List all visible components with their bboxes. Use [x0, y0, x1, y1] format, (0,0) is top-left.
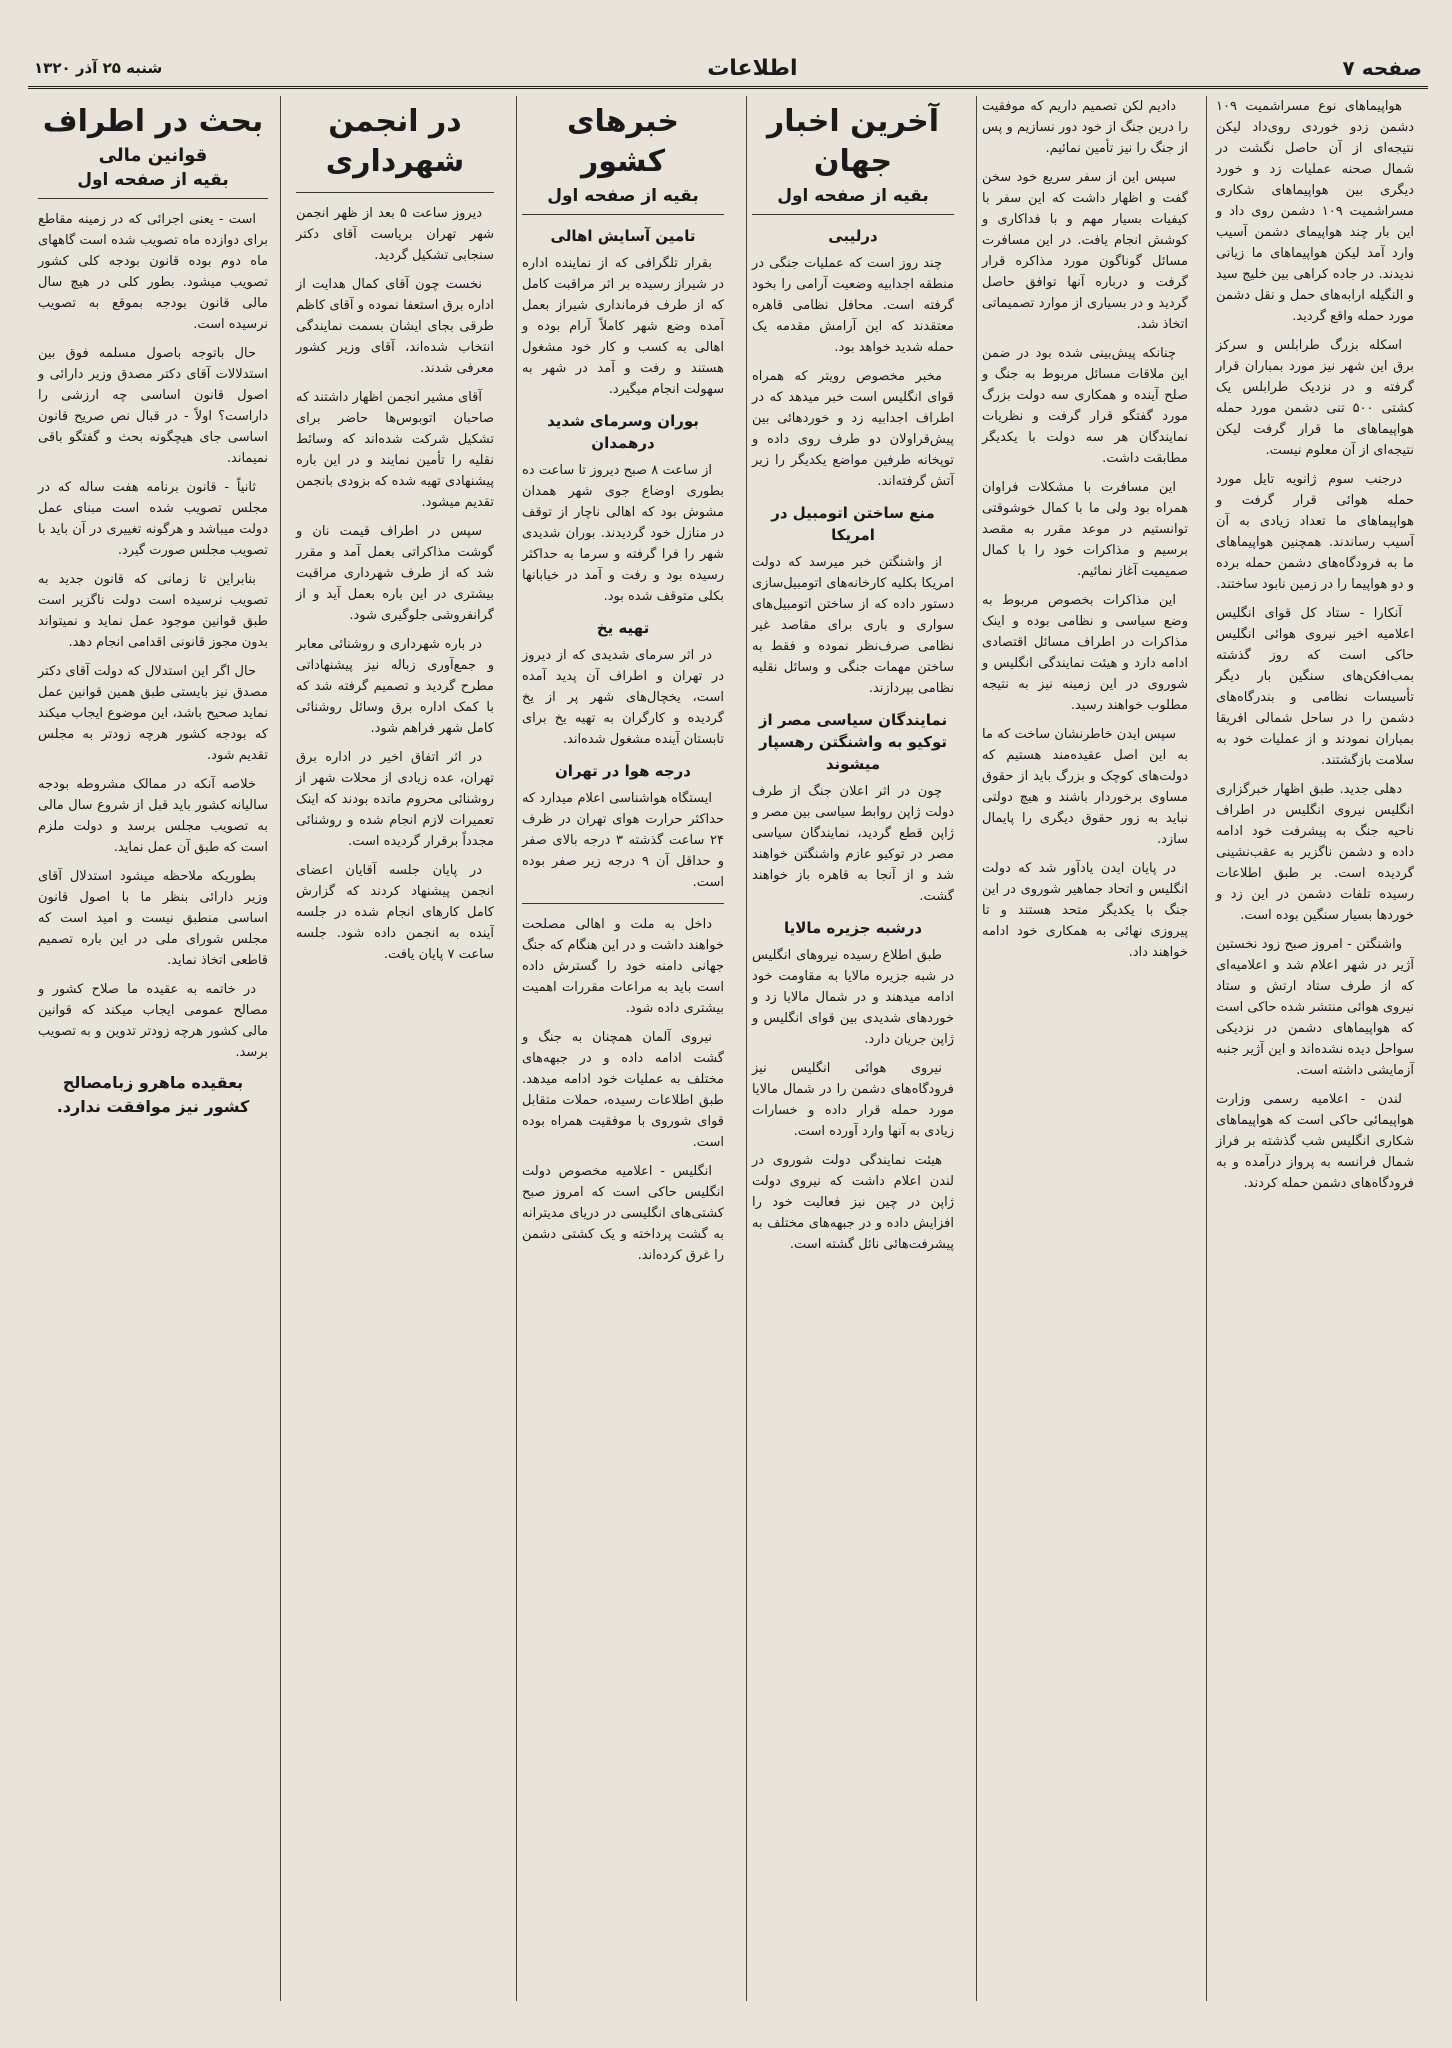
divider [296, 192, 494, 193]
paragraph: درجنب سوم ژانویه تایل مورد حمله هوائی قرار گرفت و هواپیماهای ما تعداد زیادی به آن آسیب رساندند. همچنین هواپیماهای ما به فرودگاه‌های دشمن حمله برده و دو هواپیما را در زمین نابود ساختند. [1216, 472, 1414, 592]
paragraph: این مذاکرات بخصوص مربوط به وضع سیاسی و نظامی بوده و اینک مذاکرات در اطراف مسائل اقتصادی ادامه دارد و هیئت نمایندگی انگلیس و شوروی در این زمینه نیز به نتیجه مطلوب خواهند رسید. [982, 593, 1188, 713]
paragraph: سپس ایدن خاطرنشان ساخت که ما به این اصل عقیده‌مند هستیم که دولت‌های کوچک و بزرگ باید از حقوق مساوی برخوردار باشند و هیچ دولتی نباید به زور حقوق دیگری را پایمال سازد. [982, 727, 1188, 847]
page-number: صفحه ۷ [1342, 56, 1422, 80]
paragraph: در اثر اتفاق اخیر در اداره برق تهران، عده زیادی از محلات شهر از روشنائی محروم مانده بودند که اینک تعمیرات لازم انجام شده و روشنائی مجدداً برقرار گردیده است. [296, 750, 494, 849]
subheading: درلیبی [828, 227, 878, 245]
paragraph: در خاتمه به عقیده ما صلاح کشور و مصالح عمومی ایجاب میکند که قوانین مالی کشور هرچه زودتر تدوین و به تصویب برسد. [38, 982, 268, 1060]
column-1 [1206, 96, 1424, 2001]
column-rule [280, 96, 281, 2001]
paragraph: سپس این از سفر سریع خود سخن گفت و اظهار داشت که این سفر با کیفیات بسیار مهم و با فداکاری و کوشش انجام یافت. در این مسافرت مسائل گوناگون مورد مذاکره قرار گرفت و درباره آنها توافق حاصل گردید و در بسیاری از موارد تصمیماتی اتخاذ شد. [982, 170, 1188, 332]
page-header [28, 50, 1428, 89]
paragraph: در باره شهرداری و روشنائی معابر و جمع‌آوری زباله نیز پیشنهاداتی مطرح گردید و تصمیم گرفته شد که با کمک اداره برق وسائل روشنائی کامل شهر فراهم شود. [296, 637, 494, 736]
paragraph: در پایان جلسه آقایان اعضای انجمن پیشنهاد کردند که گزارش کامل کارهای انجام شده در جلسه آینده به انجمن داده شود. جلسه ساعت ۷ پایان یافت. [296, 863, 494, 962]
paragraph: چند روز است که عملیات جنگی در منطقه اجدابیه وضعیت آرامی را بخود گرفته است. محافل نظامی قاهره معتقدند که این آرامش مقدمه یک حمله شدید خواهد بود. [752, 256, 954, 355]
paragraph: آنکارا - ستاد کل قوای انگلیس اعلامیه اخیر نیروی هوائی انگلیس حاکی است که روز گذشته بمب‌افکن‌های سنگین بار دیگر تأسیسات نظامی و بندرگاه‌های دشمن را در ساحل شمالی افریقا بمباران نمودند و از عملیات خود به سلامت بازگشتند. [1216, 606, 1414, 768]
continued-note: بقیه از صفحه اول [752, 184, 954, 215]
paragraph: نیروی هوائی انگلیس نیز فرودگاه‌های دشمن را در شمال مالایا مورد حمله قرار داده و خسارات زیادی به آنها وارد آورده است. [752, 1061, 954, 1139]
subheading: تامین آسایش اهالی [550, 227, 696, 245]
subheading: بوران وسرمای شدید درهمدان [547, 412, 699, 452]
paragraph: مخبر مخصوص رویتر که همراه قوای انگلیس است خبر میدهد که در اطراف اجدابیه زد و خوردهائی بین پیش‌قراولان دو طرف روی داده و توپخانه طرفین مواضع یکدیگر را زیر آتش گرفته‌اند. [752, 369, 954, 489]
paragraph: حال اگر این استدلال که دولت آقای دکتر مصدق نیز بایستی طبق همین قوانین عمل نماید صحیح باشد، این موضوع ایجاب میکند که بودجه کشور هرچه زودتر به مجلس تقدیم شود. [38, 664, 268, 763]
paragraph: این مسافرت با مشکلات فراوان همراه بود ولی ما با کمال خوشوقتی توانستیم در موعد مقرر به مقصد برسیم و مذاکرات خود را با کمال صمیمیت آغاز نمائیم. [982, 480, 1188, 579]
paragraph: هیئت نمایندگی دولت شوروی در لندن اعلام داشت که نیروی دولت ژاپن در چین نیز فعالیت خود را افزایش داده و در جبهه‌های مختلف به پیشرفت‌هائی نائل گشته است. [752, 1153, 954, 1252]
column-6-financial-laws [28, 96, 278, 2001]
paragraph: طبق اطلاع رسیده نیروهای انگلیس در شبه جزیره مالایا به مقاومت خود ادامه میدهند و در شمال مالایا زد و خوردهای شدیدی بین قوای انگلیس و ژاپن جریان دارد. [752, 948, 954, 1047]
column-3-world-news [742, 96, 964, 2001]
section-headline: در انجمن شهرداری [325, 104, 465, 179]
column-5-municipal-council [286, 96, 504, 2001]
closing-line: بعقیده ماهرو زبامصالح کشور نیز موافقت ندارد. [56, 1073, 250, 1116]
paragraph: آقای مشیر انجمن اظهار داشتند که صاحبان اتوبوس‌ها حاضر برای تشکیل شرکت شده‌اند که وسائط نقلیه را تأمین نمایند و در این باره پیشنهادی تهیه شده که بزودی بانجمن تقدیم میشود. [296, 390, 494, 510]
subheading: درجه هوا در تهران [555, 762, 691, 780]
issue-date: شنبه ۲۵ آذر ۱۳۲۰ [34, 59, 163, 77]
paragraph: از ساعت ۸ صبح دیروز تا ساعت ده بطوری اوضاع جوی شهر همدان مشوش بود که اهالی ناچار از توقف در منازل خود گردیدند. بوران شدیدی شهر را فرا گرفته و سرما به حداکثر رسیده بود و رفت و آمد در خیابانها بکلی متوقف شده بود. [522, 463, 724, 604]
paragraph: چنانکه پیش‌بینی شده بود در ضمن این ملاقات مسائل مربوط به جنگ و صلح آینده و همکاری سه دولت بزرگ مورد گفتگو قرار گرفت و نظریات نمایندگان هر سه دولت با یکدیگر مطابقت داشت. [982, 346, 1188, 466]
paragraph: هواپیماهای نوع مسراشمیت ۱۰۹ دشمن زدو خوردی روی‌داد لیکن نتیجه‌ای از آن حاصل نگشت در شمال صحنه عملیات زد و خورد دیگری بین هواپیماهای شکاری مسراشمیت ۱۰۹ دشمن روی داد و این بار چند هواپیمای دشمن آسیب وارد آمد لیکن هواپیماهای ما زیانی ندیدند. در جاده کراهی بین خلیج سید و النگیله ارابه‌های حمل و نقل دشمن مورد حمله واقع گردید. [1216, 99, 1414, 324]
paragraph: بنابراین تا زمانی که قانون جدید به تصویب نرسیده است دولت ناگزیر است طبق قوانین موجود عمل نماید و نمیتواند بدون مجوز قانونی اقدامی انجام دهد. [38, 572, 268, 650]
paragraph: در پایان ایدن یادآور شد که دولت انگلیس و اتحاد جماهیر شوروی در این جنگ با یکدیگر متحد هستند و تا پیروزی نهائی به همکاری خود ادامه خواهند داد. [982, 861, 1188, 960]
paragraph: داخل به ملت و اهالی مصلحت خواهند داشت و در این هنگام که جنگ جهانی دامنه خود را گسترش داده است باید به مراعات مقررات اهمیت بیشتری داده شود. [522, 917, 724, 1016]
column-2 [972, 96, 1198, 2001]
paragraph: انگلیس - اعلامیه مخصوص دولت انگلیس حاکی است که امروز صبح کشتی‌های انگلیسی در دریای مدیترانه به گشت پرداخته و یک کشتی دشمن را غرق کرده‌اند. [522, 1164, 724, 1263]
paragraph: نخست چون آقای کمال هدایت از اداره برق استعفا نموده و آقای کاظم طرقی بجای ایشان بسمت نمایندگی انتخاب شده‌اند، آقای وزیر کشور معرفی شدند. [296, 277, 494, 376]
paragraph: نیروی آلمان همچنان به جنگ و گشت ادامه داده و در جبهه‌های مختلف به عملیات خود ادامه میدهد. طبق اطلاعات رسیده، حملات متقابل قوای شوروی با موفقیت همراه بوده است. [522, 1030, 724, 1150]
paragraph: ایستگاه هواشناسی اعلام میدارد که حداکثر حرارت هوای تهران در ظرف ۲۴ ساعت گذشته ۳ درجه بالای صفر و حداقل آن ۹ درجه زیر صفر بوده است. [522, 791, 724, 890]
paragraph: واشنگتن - امروز صبح زود نخستین آژیر در شهر اعلام شد و اعلامیه‌ای که از طرف ستاد ارتش و ستاد نیروی هوائی منتشر شده حاکی است که هواپیماهای دشمن در نزدیکی سواحل دیده نشده‌اند و این آژیر جنبه آزمایشی داشته است. [1216, 937, 1414, 1078]
paragraph: حال باتوجه باصول مسلمه فوق بین استدلالات آقای دکتر مصدق وزیر دارائی و اصول قانون اساسی چه ارزشی را داراست؟ اولاً - در قبال نص صریح قانون اساسی جای هیچگونه بحث و گفتگو باقی نمیماند. [38, 346, 268, 466]
subheading: درشبه جزیره مالایا [783, 919, 923, 937]
paragraph: دیروز ساعت ۵ بعد از ظهر انجمن شهر تهران بریاست آقای دکتر سنجابی تشکیل گردید. [296, 206, 494, 263]
subheading: منع ساختن اتومبیل در امریکا [771, 504, 935, 544]
column-4-country-news [512, 96, 734, 2001]
section-headline: بحث در اطراف [42, 104, 264, 139]
paragraph: چون در اثر اعلان جنگ از طرف دولت ژاپن روابط سیاسی بین مصر و ژاپن قطع گردید، نمایندگان سیاسی مصر در توکیو عازم واشنگتن خواهند شد و از آنجا به قاهره باز خواهند گشت. [752, 784, 954, 904]
subheading: تهیه یخ [596, 619, 650, 637]
paragraph: در اثر سرمای شدیدی که از دیروز در تهران و اطراف آن پدید آمده است، یخچال‌های شهر پر از یخ گردیده و کارگران به تهیه یخ برای تابستان آینده مشغول شده‌اند. [522, 648, 724, 747]
paragraph: از واشنگتن خبر میرسد که دولت امریکا بکلیه کارخانه‌های اتومبیل‌سازی دستور داده که از ساختن اتومبیل‌های سواری و باری برای مقاصد غیر نظامی صرف‌نظر نموده و فقط به ساختن مهمات جنگی و وسائل نقلیه نظامی بپردازند. [752, 555, 954, 696]
section-subtitle: قوانین مالی [98, 145, 208, 166]
continued-note: بقیه از صفحه اول [522, 184, 724, 215]
paragraph: اسکله بزرگ طرابلس و سرکز برق این شهر نیز مورد بمباران قرار گرفته و در نزدیک طرابلس یک کشتی ۵۰۰ تنی دشمن مورد حمله هواپیماهای ما قرار گرفت لیکن نتیجه‌ای از آن معلوم نیست. [1216, 338, 1414, 458]
paragraph: خلاصه آنکه در ممالک مشروطه بودجه سالیانه کشور باید قبل از شروع سال مالی به تصویب مجلس برسد و دولت ملزم است که طبق آن عمل نماید. [38, 777, 268, 855]
paragraph: بقرار تلگرافی که از نماینده اداره در شیراز رسیده بر اثر مراقبت کامل که از طرف فرمانداری شیراز بعمل آمده وضع شهر کاملاً آرام بوده و اهالی به کسب و کار خود مشغول هستند و رفت و آمد در شهر به سهولت انجام میگیرد. [522, 256, 724, 397]
paragraph: سپس در اطراف قیمت نان و گوشت مذاکراتی بعمل آمد و مقرر شد که از طرف شهرداری مراقبت بیشتری در این باره بعمل آید و از گرانفروشی جلوگیری شود. [296, 524, 494, 623]
section-headline: خبرهای کشور [566, 104, 680, 179]
paragraph: بطوریکه ملاحظه میشود استدلال آقای وزیر دارائی بنظر ما با اصول قانون اساسی منطبق نیست و امید است که مجلس شورای ملی در این باره تصمیم قاطعی اتخاذ نماید. [38, 869, 268, 968]
paragraph: لندن - اعلامیه رسمی وزارت هواپیمائی حاکی است که هواپیماهای شکاری انگلیس شب گذشته بر فراز شمال فرانسه به پرواز درآمده و به فرودگاه‌های دشمن حمله کردند. [1216, 1092, 1414, 1191]
continued-note: بقیه از صفحه اول [38, 168, 268, 199]
paragraph: ثانیاً - قانون برنامه هفت ساله که در مجلس تصویب شده است مبنای عمل دولت میباشد و هرگونه تغییری در آن باید با تصویب مجلس صورت گیرد. [38, 480, 268, 558]
paragraph: است - یعنی اجرائی که در زمینه مقاطع برای دوازده ماه تصویب شده است گاههای ماه دوم بوده قانون بودجه کلی کشور تصویب میشود. بطور کلی در هیچ سال مالی قانون بودجه بموقع به تصویب نرسیده است. [38, 212, 268, 332]
section-headline: آخرین اخبار جهان [767, 104, 939, 179]
masthead: اطلاعات [707, 55, 798, 81]
paragraph: دهلی جدید. طبق اظهار خبرگزاری انگلیس نیروی انگلیس در اطراف ناحیه جنگ به پیشرفت خود ادامه داده و دشمن ناگزیر به عقب‌نشینی گردیده است. بر طبق اطلاعات رسیده تلفات دشمن در این زد و خوردها بسیار سنگین بوده است. [1216, 782, 1414, 923]
paragraph: دادیم لکن تصمیم داریم که موفقیت را درین جنگ از خود دور نسازیم و پس از جنگ را نیز تأمین نمائیم. [982, 99, 1188, 156]
divider [522, 903, 724, 904]
subheading: نمایندگان سیاسی مصر از توکیو به واشنگتن رهسپار میشوند [758, 711, 948, 773]
